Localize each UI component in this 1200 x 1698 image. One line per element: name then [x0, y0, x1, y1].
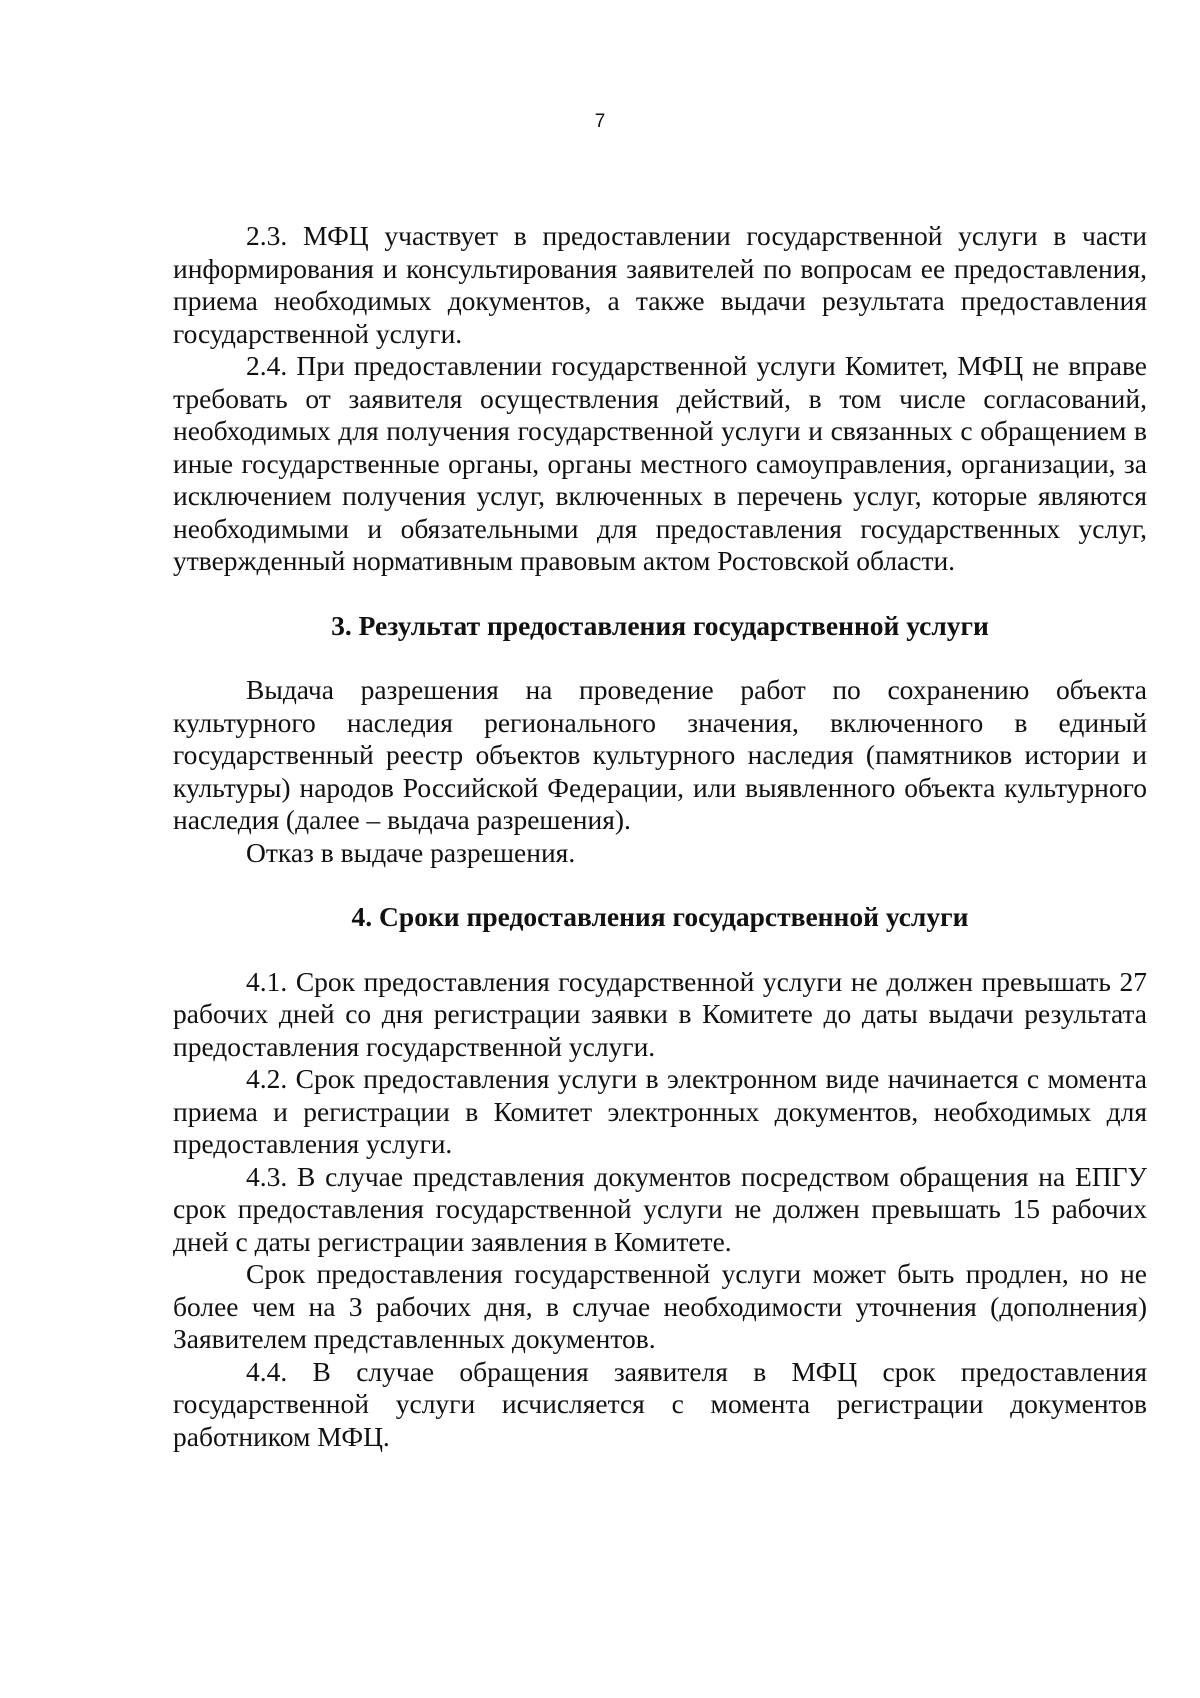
spacer: [173, 578, 1147, 610]
paragraph-2-3: 2.3. МФЦ участвует в предоставлении государственной услуги в части информирования и консультирования заявителей по вопросам ее предоставления, приема необходимых документов, а также выдачи результата предоставления государственной услуги.: [173, 220, 1147, 349]
paragraph-4-4: 4.4. В случае обращения заявителя в МФЦ срок предоставления государственной услуги исчисляется с момента регистрации документов работником МФЦ.: [173, 1355, 1147, 1452]
page-number: 7: [594, 111, 606, 132]
paragraph-3-result: Выдача разрешения на проведение работ по сохранению объекта культурного наследия регионального значения, включенного в единый государственный реестр объектов культурного наследия (памятников истории и культуры) народов Российской Федерации, или выявленного объекта культурного наследия (далее – выдача разрешения).: [173, 674, 1147, 835]
section-4-heading: 4. Сроки предоставления государственной услуги: [351, 901, 969, 932]
paragraph-3-refusal: Отказ в выдаче разрешения.: [246, 836, 576, 868]
paragraph-4-1: 4.1. Срок предоставления государственной услуги не должен превышать 27 рабочих дней со дня регистрации заявки в Комитете до даты выдачи результата предоставления государственной услуги.: [173, 965, 1147, 1062]
paragraph-4-2: 4.2. Срок предоставления услуги в электронном виде начинается с момента приема и регистрации в Комитет электронных документов, необходимых для предоставления услуги.: [173, 1063, 1147, 1159]
section-3-heading: 3. Результат предоставления государственной услуги: [331, 609, 989, 641]
spacer: [173, 869, 1147, 901]
document-body: [173, 220, 1147, 1453]
paragraph-4-3: 4.3. В случае представления документов посредством обращения на ЕПГУ срок предоставления государственной услуги не должен превышать 15 рабочих дней с даты регистрации заявления в Комитете.: [173, 1160, 1147, 1257]
spacer: [173, 934, 1147, 966]
spacer: [173, 642, 1147, 674]
paragraph-2-4: 2.4. При предоставлении государственной услуги Комитет, МФЦ не вправе требовать от заявителя осуществления действий, в том числе согласований, необходимых для получения государственной услуги и связанных с обращением в иные государственные органы, органы местного самоуправления, организации, за исключением получения услуг, включенных в перечень услуг, которые являются необходимыми и обязательными для предоставления государственных услуг, утвержденный нормативным правовым актом Ростовской области.: [173, 350, 1147, 576]
paragraph-4-3-extension: Срок предоставления государственной услуги может быть продлен, но не более чем на 3 рабочих дня, в случае необходимости уточнения (дополнения) Заявителем представленных документов.: [173, 1258, 1147, 1354]
